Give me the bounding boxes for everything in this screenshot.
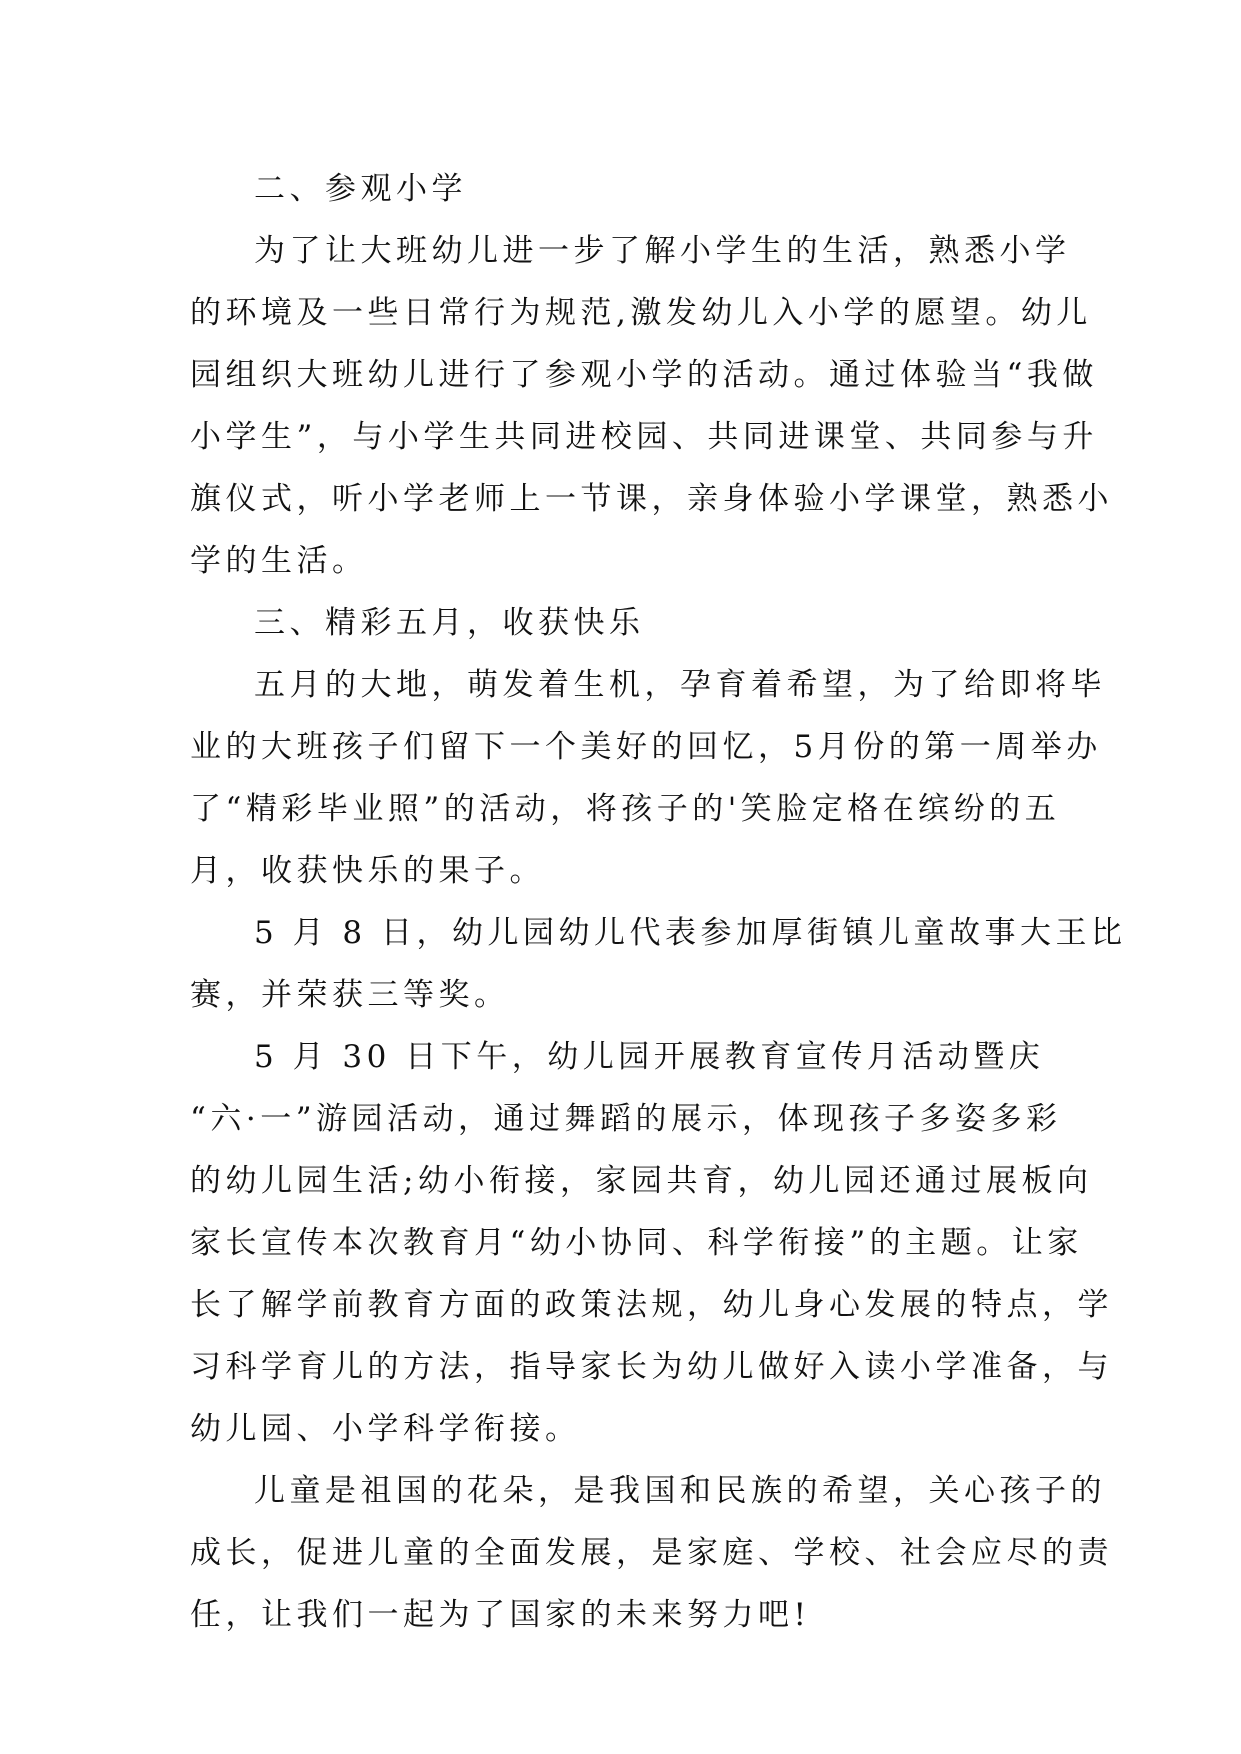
paragraph-line: 五月的大地，萌发着生机，孕育着希望，为了给即将毕 — [254, 667, 1106, 703]
paragraph — [190, 902, 1127, 1026]
paragraph-line: 习科学育儿的方法，指导家长为幼儿做好入读小学准备，与 — [190, 1349, 1113, 1385]
paragraph-line: 幼儿园、小学科学衔接。 — [190, 1411, 581, 1447]
paragraph-line: 成长，促进儿童的全面发展，是家庭、学校、社会应尽的责 — [190, 1535, 1113, 1571]
paragraph-line: 学的生活。 — [190, 543, 368, 579]
paragraph-line: 任，让我们一起为了国家的未来努力吧! — [190, 1597, 811, 1633]
paragraph — [190, 220, 1113, 592]
paragraph-line: 为了让大班幼儿进一步了解小学生的生活，熟悉小学 — [254, 233, 1071, 269]
paragraph-line: 长了解学前教育方面的政策法规，幼儿身心发展的特点，学 — [190, 1287, 1113, 1323]
paragraph-line: 业的大班孩子们留下一个美好的回忆，5月份的第一周举办 — [190, 729, 1102, 765]
document-body — [190, 158, 1127, 1646]
paragraph — [190, 1026, 1113, 1460]
heading-line: 二、参观小学 — [254, 171, 467, 207]
section-heading — [190, 592, 1060, 654]
paragraph-line: 的幼儿园生活;幼小衔接，家园共育，幼儿园还通过展板向 — [190, 1163, 1093, 1199]
section-heading — [190, 158, 1060, 220]
paragraph-line: 5 月 30 日下午，幼儿园开展教育宣传月活动暨庆 — [254, 1039, 1045, 1075]
paragraph-line: 儿童是祖国的花朵，是我国和民族的希望，关心孩子的 — [254, 1473, 1106, 1509]
paragraph-line: 园组织大班幼儿进行了参观小学的活动。通过体验当“我做 — [190, 357, 1098, 393]
paragraph — [190, 1460, 1113, 1646]
paragraph-line: 月，收获快乐的果子。 — [190, 853, 545, 889]
paragraph-line: 旗仪式，听小学老师上一节课，亲身体验小学课堂，熟悉小 — [190, 481, 1113, 517]
paragraph-line: 家长宣传本次教育月“幼小协同、科学衔接”的主题。让家 — [190, 1225, 1083, 1261]
paragraph-line: “六·一”游园活动，通过舞蹈的展示，体现孩子多姿多彩 — [190, 1101, 1062, 1137]
heading-line: 三、精彩五月，收获快乐 — [254, 605, 645, 641]
paragraph-line: 赛，并荣获三等奖。 — [190, 977, 510, 1013]
paragraph-line: 5 月 8 日，幼儿园幼儿代表参加厚街镇儿童故事大王比 — [254, 915, 1127, 951]
paragraph-line: 的环境及一些日常行为规范,激发幼儿入小学的愿望。幼儿 — [190, 295, 1092, 331]
paragraph-line: 小学生”，与小学生共同进校园、共同进课堂、共同参与升 — [190, 419, 1098, 455]
paragraph-line: 了“精彩毕业照”的活动，将孩子的'笑脸定格在缤纷的五 — [190, 791, 1061, 827]
paragraph — [190, 654, 1106, 902]
